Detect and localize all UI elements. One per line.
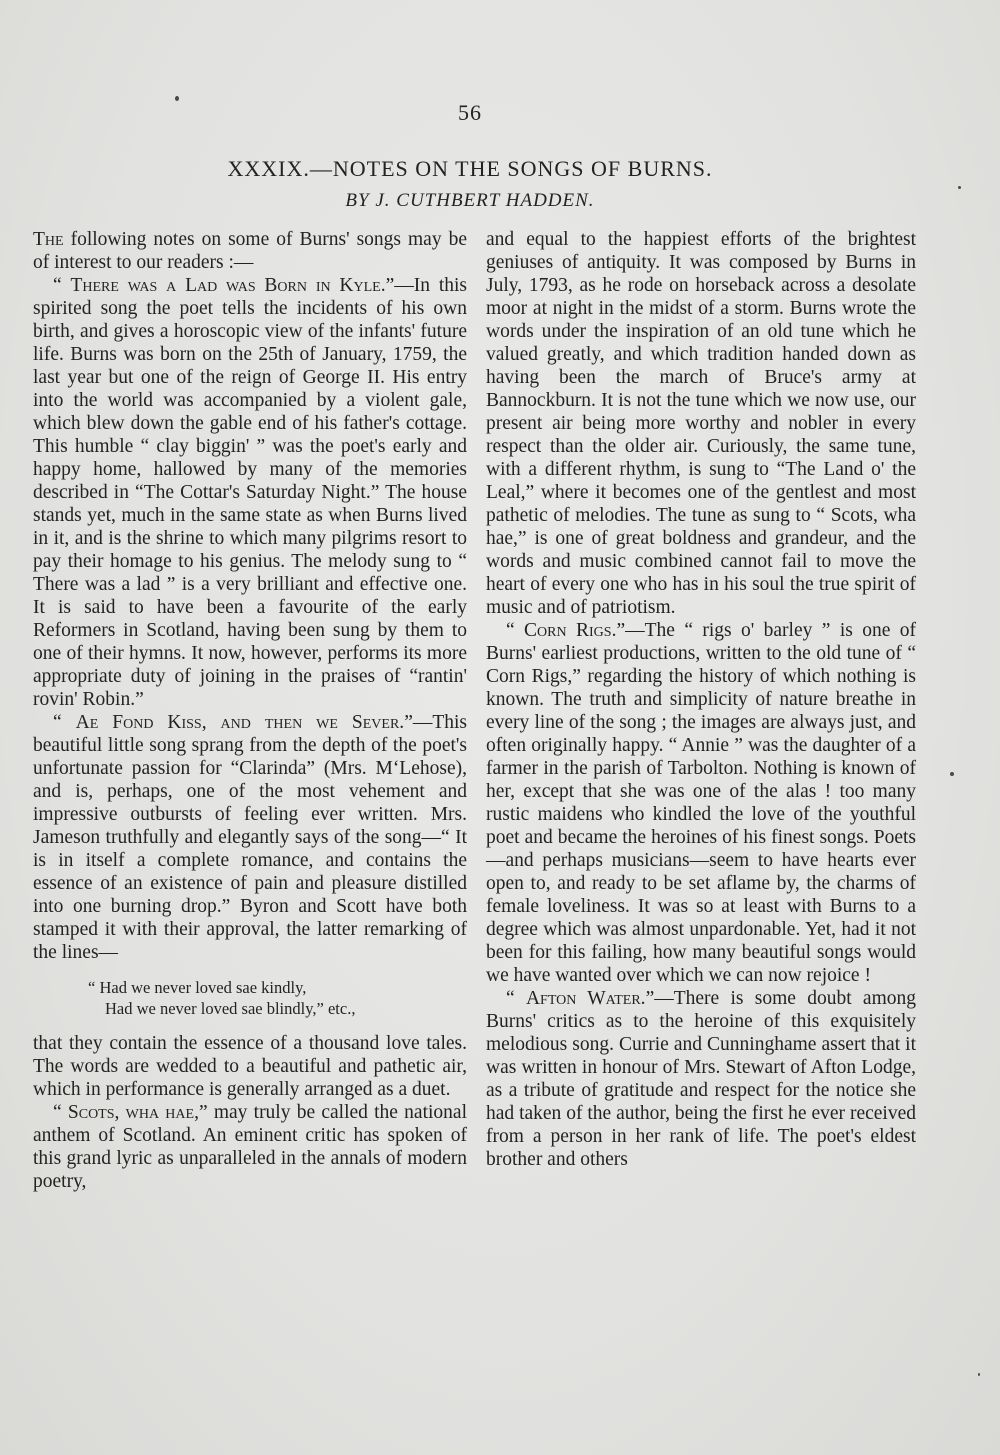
kiss-paragraph <box>33 711 467 964</box>
lad-paragraph <box>33 274 467 711</box>
kiss-open-quote: “ <box>53 712 76 733</box>
scan-speck <box>175 96 179 101</box>
intro-lead-word: The <box>33 229 64 250</box>
verse-line: “ Had we never loved sae kindly, <box>88 978 307 997</box>
kiss-text: ”—This beautiful little song sprang from the depth of the poet's unfortunate passion for “Clarinda” (Mrs. M‘Lehose), and is, perhaps, one of the most vehement and impressive outbursts of feeling ever written. Mrs. Jameson truthfully and elegantly says of the song—“ It is in itself a complete romance, and contains the essence of an existence of pain and pleasure distilled into one burning drop.” Byron and Scott have both stamped it with their approval, the latter remarking of the lines— <box>33 712 468 963</box>
verse-line: Had we never loved sae blindly,” etc., <box>105 999 356 1018</box>
corn-text: ”—The “ rigs o' barley ” is one of Burns' earliest productions, written to the old tune of “ Corn Rigs,” regarding the history of which nothing is known. The truth and simplicity of nature breathe in every line of the song ; the images are always just, and often originally happy. “ Annie ” was the daughter of a farmer in the parish of Tarbolton. Nothing is known of her, except that she was one of the alas ! too many rustic maidens who kindled the love of the youthful poet and became the heroines of his finest songs. Poets—and perhaps musicians—seem to have hearts ever open to, and ready to be set aflame by, the charms of female loveliness. It was so at least with Burns to a degree which was almost unpardonable. Yet, had it not been for this failing, how many beautiful songs would we have wanted over which we can now rejoice ! <box>486 620 916 986</box>
scots-continuation-paragraph: and equal to the happiest efforts of the brightest geniuses of antiquity. It was composed by Burns in July, 1793, as he rode on horseback across a desolate moor at night in the midst of a storm. Burns wrote the words under the inspiration of an old tune which he valued greatly, and which tradition handed down as having been the march of Bruce's army at Bannockburn. It is not the tune which we now use, our present air being more worthy and nobler in every respect than the older air. Curiously, the same tune, with a different rhythm, is sung to “The Land o' the Leal,” where it becomes one of the gentlest and most pathetic of melodies. The tune as sung to “ Scots, wha hae,” is one of great boldness and grandeur, and the words and music combined cannot fail to move the heart of every one who has in his soul the true spirit of music and of patriotism. <box>486 229 916 618</box>
kiss-song-heading: Ae Fond Kiss, and then we Sever. <box>75 712 405 733</box>
afton-text: ”—There is some doubt among Burns' critics as to the heroine of this exquisitely melodious song. Currie and Cunninghame assert that it was written in honour of Mrs. Stewart of Afton Lodge, as a tribute of gratitude and respect for the notice she had taken of the author, being the first he ever received from a person in her rank of life. The poet's eldest brother and others <box>486 988 916 1170</box>
scan-speck <box>950 772 954 776</box>
left-column <box>33 228 467 1193</box>
intro-text: following notes on some of Burns' songs may be of interest to our readers :— <box>33 229 467 273</box>
lad-text: ”—In this spirited song the poet tells the incidents of his own birth, and gives a horoscopic view of the infants' future life. Burns was born on the 25th of January, 1759, the last year but one of the reign of George II. His entry into the world was accompanied by a violent gale, which blew down the gable end of his father's cottage. This humble “ clay biggin' ” was the poet's early and happy home, hallowed by many of the memories described in “The Cottar's Saturday Night.” The house stands yet, much in the same state as when Burns lived in it, and is the shrine to which many pilgrims resort to pay their homage to his genius. The melody sung to “ There was a lad ” is a very brilliant and effective one. It is said to have been a favourite of the early Reformers in Scotland, having been sung by them to one of their hymns. It now, however, performs its more appropriate duty of joining in the praises of “rantin' rovin' Robin.” <box>33 275 467 710</box>
scots-open-quote: “ <box>53 1102 68 1123</box>
lad-open-quote: “ <box>53 275 71 296</box>
afton-open-quote: “ <box>506 988 526 1009</box>
scots-song-heading: Scots, wha hae, <box>67 1102 199 1123</box>
corn-song-heading: Corn Rigs. <box>524 620 617 641</box>
lad-song-heading: There was a Lad was Born in Kyle. <box>70 275 386 296</box>
intro-paragraph <box>33 228 467 274</box>
right-column <box>486 228 916 1171</box>
after-verse-paragraph: that they contain the essence of a thousand love tales. The words are wedded to a beautiful and pathetic air, which in performance is generally arranged as a duet. <box>33 1033 467 1100</box>
corn-open-quote: “ <box>506 620 525 641</box>
scan-speck <box>958 186 961 189</box>
scan-speck <box>978 1373 980 1376</box>
scots-paragraph <box>33 1101 467 1193</box>
article-title: XXXIX.—NOTES ON THE SONGS OF BURNS. <box>227 156 713 181</box>
afton-song-heading: Afton Water. <box>525 988 646 1009</box>
corn-paragraph <box>486 619 916 987</box>
page-number: 56 <box>458 100 482 125</box>
afton-paragraph <box>486 987 916 1171</box>
verse-quote <box>33 977 467 1019</box>
article-byline: BY J. CUTHBERT HADDEN. <box>345 190 595 211</box>
scots-text: ” may truly be called the national anthem of Scotland. An eminent critic has spoken of this grand lyric as unparalleled in the annals of modern poetry, <box>33 1102 467 1192</box>
